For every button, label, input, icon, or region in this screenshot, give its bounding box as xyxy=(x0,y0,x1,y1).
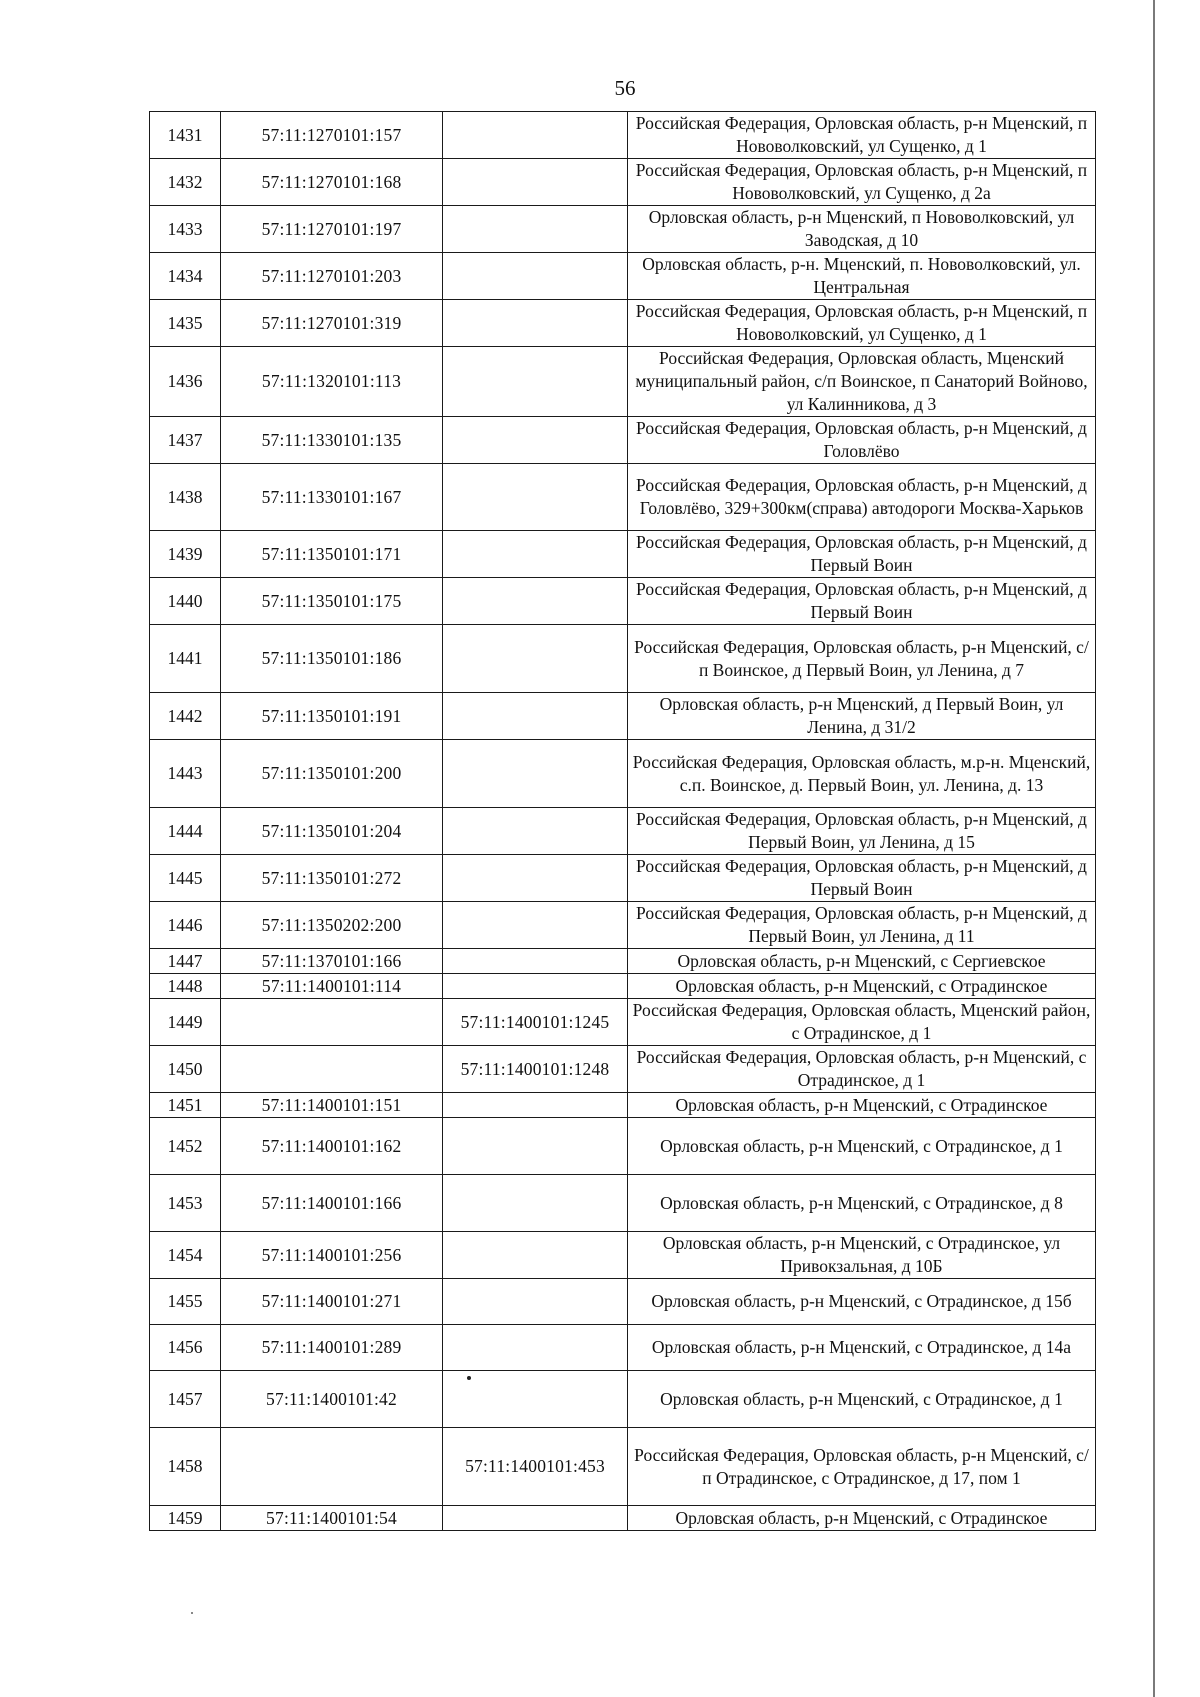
address: Российская Федерация, Орловская область, р-н Мценский, п Нововолковский, ул Сущенко, д 1 xyxy=(628,112,1096,159)
address: Российская Федерация, Орловская область, р-н Мценский, д Первый Воин xyxy=(628,855,1096,902)
table-row xyxy=(150,1428,1096,1506)
row-number: 1449 xyxy=(150,999,221,1046)
table-row xyxy=(150,1506,1096,1531)
address: Российская Федерация, Орловская область, р-н Мценский, п Нововолковский, ул Сущенко, д 2а xyxy=(628,159,1096,206)
table-row xyxy=(150,1175,1096,1232)
table-row xyxy=(150,300,1096,347)
cadastral-number-2 xyxy=(443,300,628,347)
table-row xyxy=(150,999,1096,1046)
row-number: 1450 xyxy=(150,1046,221,1093)
cadastral-number-2 xyxy=(443,1118,628,1175)
cadastral-number-2 xyxy=(443,417,628,464)
table-row xyxy=(150,693,1096,740)
cadastral-number-2 xyxy=(443,1232,628,1279)
scan-mark xyxy=(467,1376,471,1380)
address: Орловская область, р-н. Мценский, п. Нововолковский, ул. Центральная xyxy=(628,253,1096,300)
cadastral-number xyxy=(221,1046,443,1093)
cadastral-number: 57:11:1400101:54 xyxy=(221,1506,443,1531)
cadastral-number-2 xyxy=(443,159,628,206)
cadastral-number: 57:11:1400101:114 xyxy=(221,974,443,999)
cadastral-number: 57:11:1400101:166 xyxy=(221,1175,443,1232)
row-number: 1433 xyxy=(150,206,221,253)
address: Орловская область, р-н Мценский, д Первый Воин, ул Ленина, д 31/2 xyxy=(628,693,1096,740)
cadastral-number-2 xyxy=(443,902,628,949)
row-number: 1455 xyxy=(150,1279,221,1325)
table-row xyxy=(150,808,1096,855)
address: Российская Федерация, Орловская область, р-н Мценский, с/п Отрадинское, с Отрадинское, д 17, пом 1 xyxy=(628,1428,1096,1506)
cadastral-number-2 xyxy=(443,1279,628,1325)
cadastral-number: 57:11:1270101:203 xyxy=(221,253,443,300)
row-number: 1445 xyxy=(150,855,221,902)
cadastral-number: 57:11:1270101:168 xyxy=(221,159,443,206)
address: Российская Федерация, Орловская область, р-н Мценский, д Головлёво xyxy=(628,417,1096,464)
table-row xyxy=(150,347,1096,417)
row-number: 1453 xyxy=(150,1175,221,1232)
row-number: 1431 xyxy=(150,112,221,159)
cadastral-number: 57:11:1270101:197 xyxy=(221,206,443,253)
table-row xyxy=(150,1371,1096,1428)
address: Орловская область, р-н Мценский, с Отрадинское, д 8 xyxy=(628,1175,1096,1232)
address: Орловская область, р-н Мценский, с Отрадинское xyxy=(628,1506,1096,1531)
cadastral-number-2 xyxy=(443,253,628,300)
cadastral-number-2 xyxy=(443,1175,628,1232)
cadastral-number: 57:11:1400101:289 xyxy=(221,1325,443,1371)
row-number: 1443 xyxy=(150,740,221,808)
row-number: 1432 xyxy=(150,159,221,206)
cadastral-number-2: 57:11:1400101:453 xyxy=(443,1428,628,1506)
table-row xyxy=(150,253,1096,300)
cadastral-number: 57:11:1400101:271 xyxy=(221,1279,443,1325)
cadastral-number-2 xyxy=(443,112,628,159)
cadastral-number-2 xyxy=(443,740,628,808)
table-row xyxy=(150,1093,1096,1118)
row-number: 1458 xyxy=(150,1428,221,1506)
table-row xyxy=(150,740,1096,808)
cadastral-number-2 xyxy=(443,578,628,625)
table-row xyxy=(150,625,1096,693)
row-number: 1446 xyxy=(150,902,221,949)
registry-table-body xyxy=(150,112,1096,1531)
table-row xyxy=(150,1232,1096,1279)
cadastral-number: 57:11:1400101:151 xyxy=(221,1093,443,1118)
table-row xyxy=(150,1046,1096,1093)
table-row xyxy=(150,902,1096,949)
table-row xyxy=(150,1118,1096,1175)
registry-table xyxy=(149,111,1096,1531)
cadastral-number: 57:11:1370101:166 xyxy=(221,949,443,974)
row-number: 1439 xyxy=(150,531,221,578)
cadastral-number-2 xyxy=(443,206,628,253)
table-row xyxy=(150,464,1096,531)
address: Орловская область, р-н Мценский, п Нововолковский, ул Заводская, д 10 xyxy=(628,206,1096,253)
address: Российская Федерация, Орловская область, Мценский муниципальный район, с/п Воинское, п Санаторий Войново, ул Калинникова, д 3 xyxy=(628,347,1096,417)
row-number: 1434 xyxy=(150,253,221,300)
address: Орловская область, р-н Мценский, с Отрадинское xyxy=(628,974,1096,999)
cadastral-number-2: 57:11:1400101:1248 xyxy=(443,1046,628,1093)
address: Российская Федерация, Орловская область, р-н Мценский, д Головлёво, 329+300км(справа) автодороги Москва-Харьков xyxy=(628,464,1096,531)
row-number: 1442 xyxy=(150,693,221,740)
row-number: 1440 xyxy=(150,578,221,625)
cadastral-number-2 xyxy=(443,625,628,693)
row-number: 1448 xyxy=(150,974,221,999)
scan-speck xyxy=(191,1612,193,1614)
cadastral-number: 57:11:1350101:186 xyxy=(221,625,443,693)
address: Российская Федерация, Орловская область, р-н Мценский, д Первый Воин xyxy=(628,531,1096,578)
table-row xyxy=(150,578,1096,625)
address: Российская Федерация, Орловская область, р-н Мценский, д Первый Воин, ул Ленина, д 15 xyxy=(628,808,1096,855)
cadastral-number-2 xyxy=(443,1506,628,1531)
row-number: 1452 xyxy=(150,1118,221,1175)
table-row xyxy=(150,159,1096,206)
cadastral-number: 57:11:1350101:171 xyxy=(221,531,443,578)
cadastral-number-2: 57:11:1400101:1245 xyxy=(443,999,628,1046)
row-number: 1451 xyxy=(150,1093,221,1118)
cadastral-number: 57:11:1400101:162 xyxy=(221,1118,443,1175)
row-number: 1456 xyxy=(150,1325,221,1371)
cadastral-number: 57:11:1400101:42 xyxy=(221,1371,443,1428)
row-number: 1441 xyxy=(150,625,221,693)
row-number: 1457 xyxy=(150,1371,221,1428)
address: Орловская область, р-н Мценский, с Отрадинское, д 15б xyxy=(628,1279,1096,1325)
address: Российская Федерация, Орловская область, р-н Мценский, с/п Воинское, д Первый Воин, ул Ленина, д 7 xyxy=(628,625,1096,693)
cadastral-number-2 xyxy=(443,1093,628,1118)
cadastral-number: 57:11:1350101:204 xyxy=(221,808,443,855)
cadastral-number: 57:11:1350101:272 xyxy=(221,855,443,902)
address: Российская Федерация, Орловская область, р-н Мценский, д Первый Воин, ул Ленина, д 11 xyxy=(628,902,1096,949)
row-number: 1438 xyxy=(150,464,221,531)
row-number: 1454 xyxy=(150,1232,221,1279)
table-row xyxy=(150,1325,1096,1371)
cadastral-number: 57:11:1350101:191 xyxy=(221,693,443,740)
cadastral-number xyxy=(221,1428,443,1506)
cadastral-number-2 xyxy=(443,1325,628,1371)
cadastral-number: 57:11:1330101:167 xyxy=(221,464,443,531)
cadastral-number: 57:11:1270101:319 xyxy=(221,300,443,347)
cadastral-number: 57:11:1400101:256 xyxy=(221,1232,443,1279)
address: Орловская область, р-н Мценский, с Отрадинское, д 1 xyxy=(628,1118,1096,1175)
row-number: 1459 xyxy=(150,1506,221,1531)
page-edge-line xyxy=(1153,0,1155,1697)
page-number: 56 xyxy=(614,76,636,100)
row-number: 1447 xyxy=(150,949,221,974)
table-row xyxy=(150,1279,1096,1325)
table-row xyxy=(150,531,1096,578)
address: Орловская область, р-н Мценский, с Отрадинское xyxy=(628,1093,1096,1118)
table-row xyxy=(150,855,1096,902)
address: Российская Федерация, Орловская область, р-н Мценский, д Первый Воин xyxy=(628,578,1096,625)
cadastral-number-2 xyxy=(443,949,628,974)
table-row xyxy=(150,112,1096,159)
row-number: 1436 xyxy=(150,347,221,417)
cadastral-number-2 xyxy=(443,693,628,740)
table-row xyxy=(150,417,1096,464)
table-row xyxy=(150,974,1096,999)
address: Российская Федерация, Орловская область, р-н Мценский, с Отрадинское, д 1 xyxy=(628,1046,1096,1093)
cadastral-number-2 xyxy=(443,808,628,855)
address: Российская Федерация, Орловская область, Мценский район, с Отрадинское, д 1 xyxy=(628,999,1096,1046)
cadastral-number: 57:11:1320101:113 xyxy=(221,347,443,417)
address: Орловская область, р-н Мценский, с Отрадинское, д 14а xyxy=(628,1325,1096,1371)
table-row xyxy=(150,949,1096,974)
cadastral-number: 57:11:1350202:200 xyxy=(221,902,443,949)
address: Российская Федерация, Орловская область, м.р-н. Мценский, с.п. Воинское, д. Первый Воин, ул. Ленина, д. 13 xyxy=(628,740,1096,808)
cadastral-number: 57:11:1270101:157 xyxy=(221,112,443,159)
cadastral-number: 57:11:1330101:135 xyxy=(221,417,443,464)
cadastral-number-2 xyxy=(443,531,628,578)
table-row xyxy=(150,206,1096,253)
cadastral-number-2 xyxy=(443,855,628,902)
address: Орловская область, р-н Мценский, с Отрадинское, ул Привокзальная, д 10Б xyxy=(628,1232,1096,1279)
cadastral-number: 57:11:1350101:175 xyxy=(221,578,443,625)
address: Орловская область, р-н Мценский, с Отрадинское, д 1 xyxy=(628,1371,1096,1428)
row-number: 1444 xyxy=(150,808,221,855)
cadastral-number xyxy=(221,999,443,1046)
cadastral-number-2 xyxy=(443,974,628,999)
address: Российская Федерация, Орловская область, р-н Мценский, п Нововолковский, ул Сущенко, д 1 xyxy=(628,300,1096,347)
cadastral-number-2 xyxy=(443,464,628,531)
row-number: 1435 xyxy=(150,300,221,347)
cadastral-number-2 xyxy=(443,347,628,417)
cadastral-number: 57:11:1350101:200 xyxy=(221,740,443,808)
row-number: 1437 xyxy=(150,417,221,464)
address: Орловская область, р-н Мценский, с Сергиевское xyxy=(628,949,1096,974)
